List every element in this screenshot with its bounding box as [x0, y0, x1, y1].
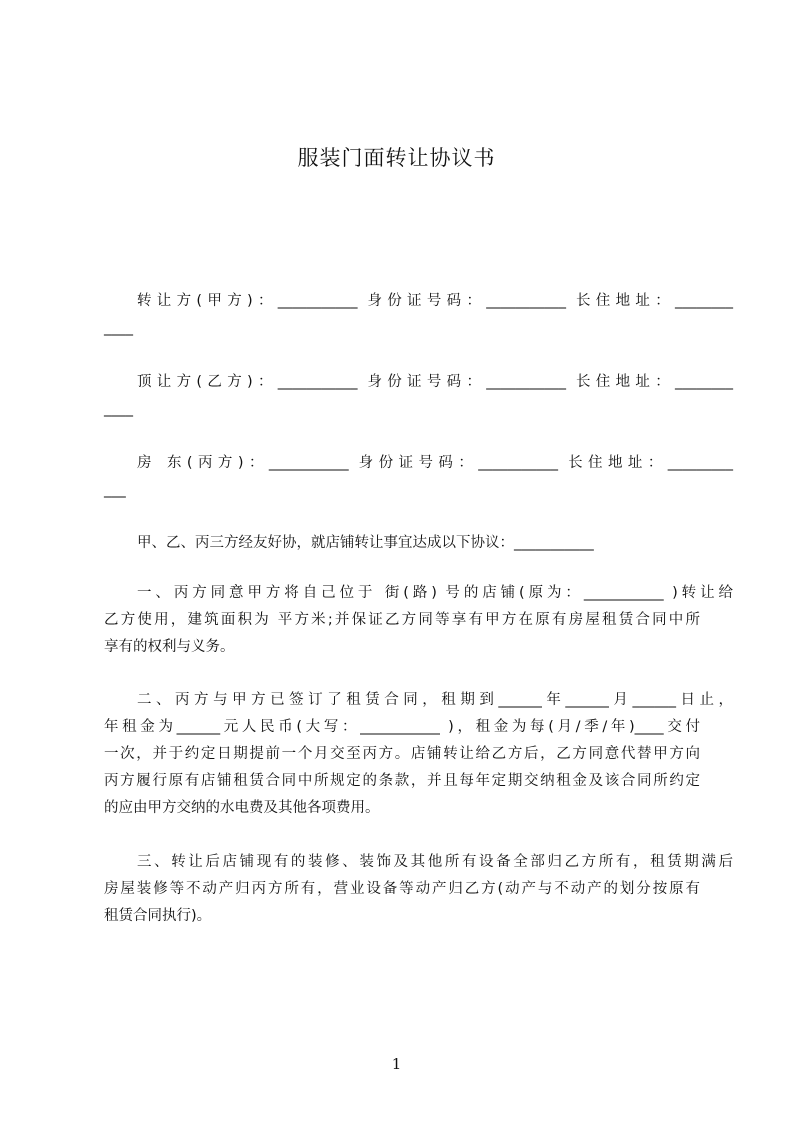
party-transferor-line-cont: ____	[104, 320, 133, 336]
document-title: 服装门面转让协议书	[297, 146, 496, 170]
clause-1-line: 享有的权利与义务。	[104, 639, 235, 655]
clause-3-line: 房屋装修等不动产归丙方所有，营业设备等动产归乙方(动产与不动产的划分按原有	[104, 881, 700, 897]
party-transferee-line-cont: ____	[104, 401, 133, 417]
clause-2-line: 一次，并于约定日期提前一个月交至丙方。店铺转让给乙方后，乙方同意代替甲方向	[104, 746, 700, 762]
party-landlord-line-cont: ___	[104, 482, 126, 498]
party-transferor-line: 转让方(甲方)：___________ 身份证号码：___________ 长住地址：________	[137, 293, 733, 309]
page-number: 1	[391, 1055, 402, 1073]
agreement-intro: 甲、乙、丙三方经友好协，就店铺转让事宜达成以下协议：___________	[137, 535, 594, 551]
clause-2-line: 年租金为______元人民币(大写：___________ )，租金为每(月/季/年)____交付	[104, 719, 700, 735]
clause-2-line: 二、丙方与甲方已签订了租赁合同，租期到______年______月______日止，	[137, 692, 733, 708]
party-transferee-line: 顶让方(乙方)：___________ 身份证号码：___________ 长住地址：________	[137, 374, 733, 390]
clause-2-line: 丙方履行原有店铺租赁合同中所规定的条款，并且每年定期交纳租金及该合同所约定	[104, 773, 700, 789]
clause-3-line: 三、转让后店铺现有的装修、装饰及其他所有设备全部归乙方所有，租赁期满后	[137, 854, 733, 870]
clause-3-line: 租赁合同执行)。	[104, 908, 212, 924]
clause-1-line: 乙方使用，建筑面积为 平方米;并保证乙方同等享有甲方在原有房屋租赁合同中所	[104, 612, 700, 628]
party-landlord-line: 房 东(丙方)：___________ 身份证号码：___________ 长住地址：_________	[137, 455, 733, 471]
clause-2-line: 的应由甲方交纳的水电费及其他各项费用。	[104, 800, 380, 816]
clause-1-line: 一、丙方同意甲方将自己位于 街(路) 号的店铺(原为：___________ )转让给	[137, 585, 733, 601]
